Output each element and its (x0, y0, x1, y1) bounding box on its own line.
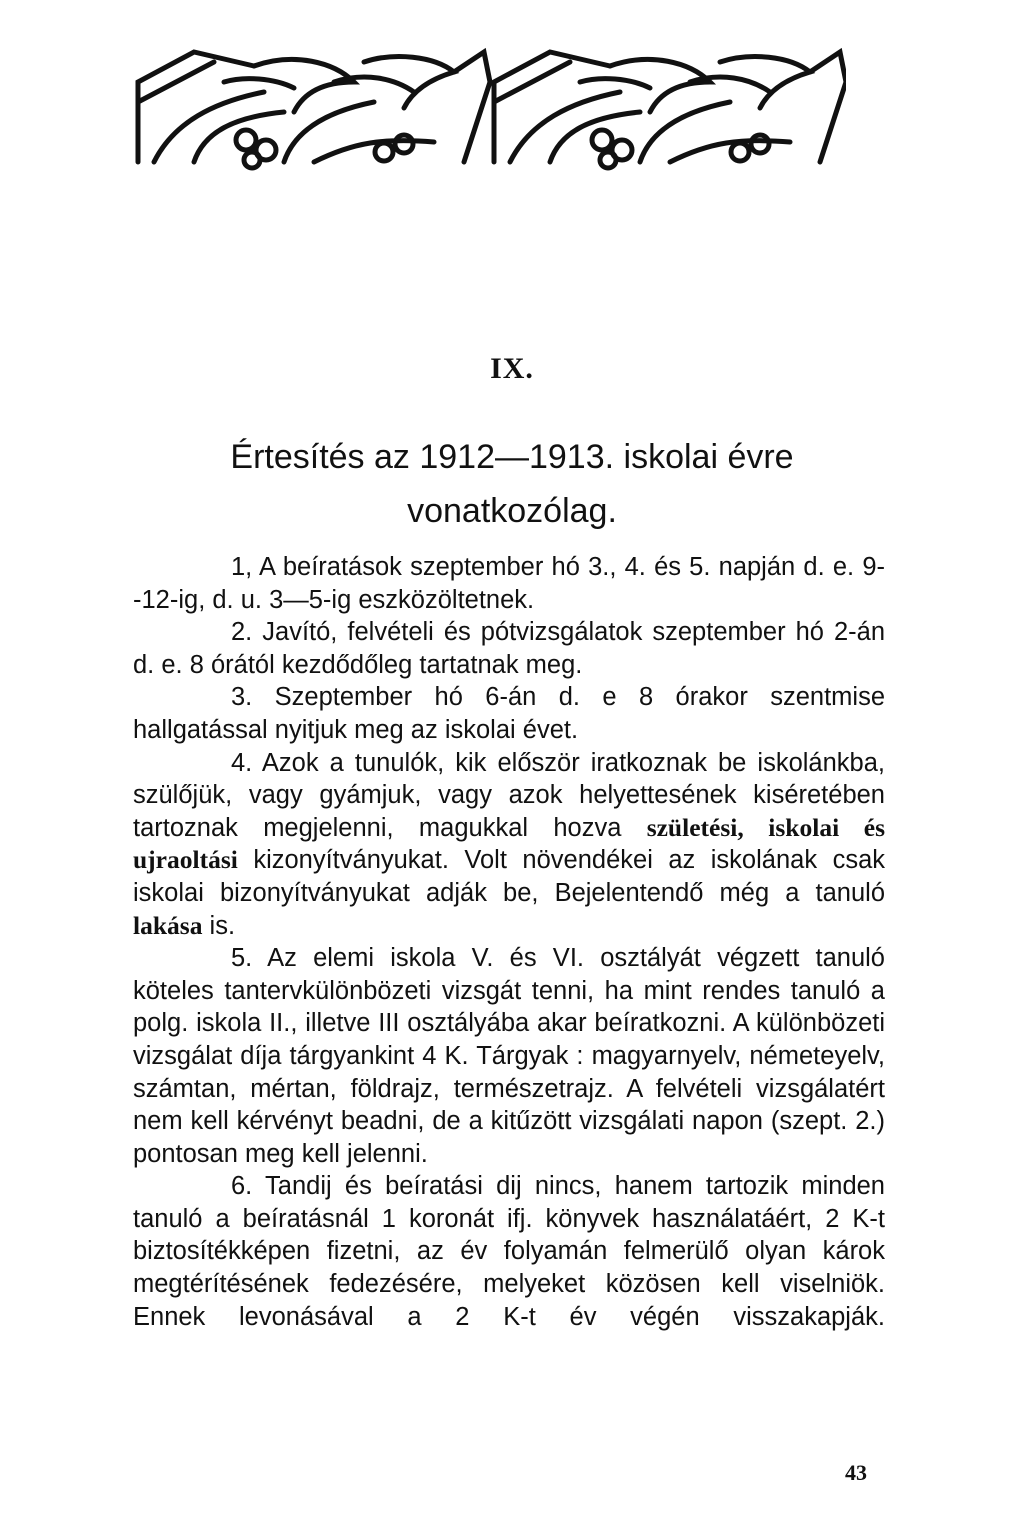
paragraph-4-text-a: 4. Azok a tunulók, kik először iratkoznak be iskolánkba, szülőjük, vagy gyámjuk, vagy azok helyettesének kiséretében tartoznak megjelenni, magukkal hozva (133, 748, 885, 842)
paragraph-2: 2. Javító, felvételi és pótvizsgálatok szeptember hó 2-án d. e. 8 órától kezdődőleg tartatnak meg. (133, 618, 885, 679)
paragraph-4-text-c: is. (202, 911, 236, 940)
chapter-number: IX. (490, 352, 534, 385)
page-number: 43 (845, 1460, 867, 1485)
paragraph-1: 1, A beíratások szeptember hó 3., 4. és 5. napján d. e. 9--12-ig, d. u. 3—5-ig eszközöltetnek. (133, 553, 885, 614)
body-text (133, 551, 885, 1333)
title-line-1: Értesítés az 1912—1913. iskolai évre (230, 438, 794, 476)
paragraph-5: 5. Az elemi iskola V. és VI. osztályát végzett tanuló köteles tantervkülönbözeti vizsgát tenni, ha mint rendes tanuló a polg. iskola II., illetve III osztályába akar beíratkozni. A különbözeti vizsgálat díja tárgyankint 4 K. Tárgyak : magyarnyelv, németeyelv, számtan, mértan, földrajz, természetrajz. A felvételi vizsgálatért nem kell kérvényt beadni, de a kitűzött vizsgálati napon (szept. 2.) pontosan meg kell jelenni. (133, 944, 885, 1168)
title-line-2: vonatkozólag. (407, 492, 617, 530)
paragraph-4-text-b: kizonyítványukat. Volt növendékei az iskolának csak iskolai bizonyítványukat adják be, Bejelentendő még a tanuló (133, 846, 885, 907)
paragraph-6: 6. Tandij és beíratási dij nincs, hanem tartozik minden tanuló a beíratásnál 1 koronát ifj. könyvek használatáért, 2 K-t biztosítékképen fizetni, az év folyamán felmerülő olyan károk megtérítésének fedezésére, melyeket közösen kell viselniök. Ennek levonásával a 2 K-t év végén visszakapják. (133, 1172, 885, 1331)
paragraph-4 (133, 747, 885, 943)
paragraph-4-bold-certificates: születési, iskolai és ujraoltási (133, 812, 885, 875)
art-nouveau-floral-border-icon (134, 42, 846, 172)
paragraph-4-bold-residence: lakása (133, 910, 203, 940)
page-title (0, 430, 1024, 538)
paragraph-3: 3. Szeptember hó 6-án d. e 8 órakor szentmise hallgatással nyitjuk meg az iskolai évet. (133, 683, 885, 744)
